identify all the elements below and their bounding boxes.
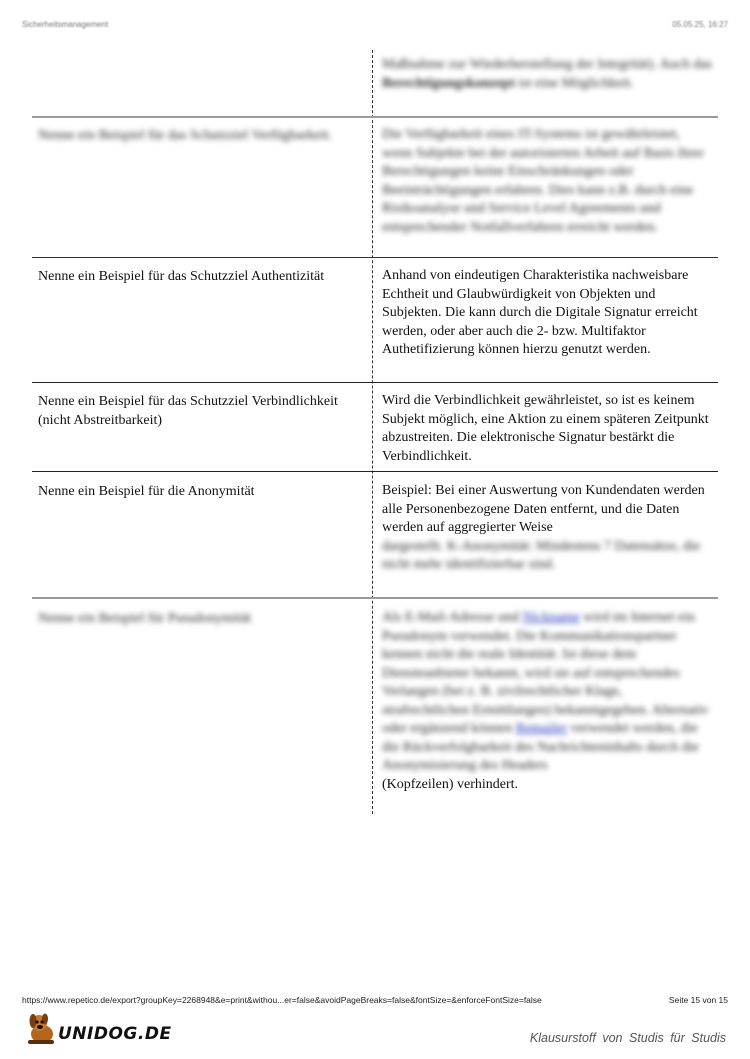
table-row: [32, 472, 718, 599]
question-cell: Nenne ein Beispiel für das Schutzziel Verfügbarkeit.: [38, 128, 333, 143]
answer-cell: Wird die Verbindlichkeit gewährleistet, so ist es keinem Subjekt möglich, eine Aktion zu einem späteren Zeitpunkt abzustreiten. Die elektronische Signatur bestärkt die Verbindlichkeit.: [382, 393, 709, 464]
table-row: [32, 118, 718, 258]
answer-text: wird im Internet ein Pseudonym verwendet. Die Kommunikationspartner kennen nicht die reale Identität. Ist diese dem Diensteanbieter bekannt, wird sie auf entsprechendes Verlangen (bei z. B. zivilrechtlicher Klage, strafrechtlichen Ermittlungen) bekanntgegeben. Alternativ oder ergänzend können: [382, 610, 709, 736]
answer-bold-term: Berechtigungskonzept: [382, 75, 515, 91]
table-row: [32, 50, 718, 118]
dog-mascot-icon: [24, 1012, 60, 1046]
answer-text: Maßnahme zur Wiederherstellung der Integrität). Auch das: [382, 57, 713, 72]
print-footer-url: https://www.repetico.de/export?groupKey=2268948&e=print&withou...er=false&avoidPageBreaks=false&fontSize=&enforceFontSize=false: [22, 995, 542, 1005]
answer-text: Als E-Mail-Adresse und: [382, 610, 523, 625]
answer-cell: [382, 609, 712, 794]
answer-cell: [382, 56, 712, 93]
nickname-link[interactable]: Nickname: [522, 610, 580, 625]
question-cell: Nenne ein Beispiel für das Schutzziel Verbindlichkeit (nicht Abstreitbarkeit): [38, 394, 338, 428]
tagline: Klausurstoff von Studis für Studis: [529, 1031, 726, 1045]
print-header: [22, 20, 728, 34]
answer-text-blurred: dargestellt. K-Anonymität: Mindestens 7 Datensätze, die nicht mehr identifizierbar sind.: [382, 538, 701, 572]
print-header-datetime: 05.05.25, 16:27: [672, 20, 728, 29]
answer-text: verwendet werden, die die Rückverfolgbarkeit des Nachrichteninhalts durch die Anonymisierung des Headers: [382, 721, 699, 773]
answer-cell: [382, 482, 712, 575]
table-row: [32, 599, 718, 814]
table-row: [32, 258, 718, 383]
print-header-title: Sicherheitsmanagement: [22, 20, 109, 29]
logo-text: UNIDOG.DE: [58, 1024, 172, 1044]
unidog-logo: [24, 1012, 184, 1048]
answer-text-visible: Beispiel: Bei einer Auswertung von Kundendaten werden alle Personenbezogene Daten entfernt, und die Daten werden auf aggregierter Weise: [382, 483, 705, 535]
answer-cell: Die Verfügbarkeit eines IT-Systems ist gewährleistet, wenn Subjekte bei der autorisierten Arbeit auf Basis ihrer Berechtigungen keine Einschränkungen oder Beeinträchtigungen erfahren. Dies kann z.B. durch eine Risikoanalyse und Service Level Agreements und entsprechender Notfallverfahren erreicht werden.: [382, 127, 704, 235]
table-row: [32, 383, 718, 472]
answer-cell: Anhand von eindeutigen Charakteristika nachweisbare Echtheit und Glaubwürdigkeit von Objekten und Subjekten. Die kann durch die Digitale Signatur erreicht werden, oder aber auch die 2- bzw. Multifaktor Authetifizierung können hierzu genutzt werden.: [382, 268, 698, 357]
answer-text-visible: (Kopfzeilen) verhindert.: [382, 776, 519, 792]
page-number: Seite 15 von 15: [668, 995, 728, 1005]
question-cell: Nenne ein Beispiel für die Anonymität: [38, 484, 255, 499]
question-cell: Nenne ein Beispiel für Pseudonymität: [38, 611, 252, 626]
remailer-link[interactable]: Remailer: [515, 721, 568, 736]
question-cell: Nenne ein Beispiel für das Schutzziel Authentizität: [38, 269, 325, 284]
answer-text: ist eine Möglichkeit.: [514, 75, 634, 91]
